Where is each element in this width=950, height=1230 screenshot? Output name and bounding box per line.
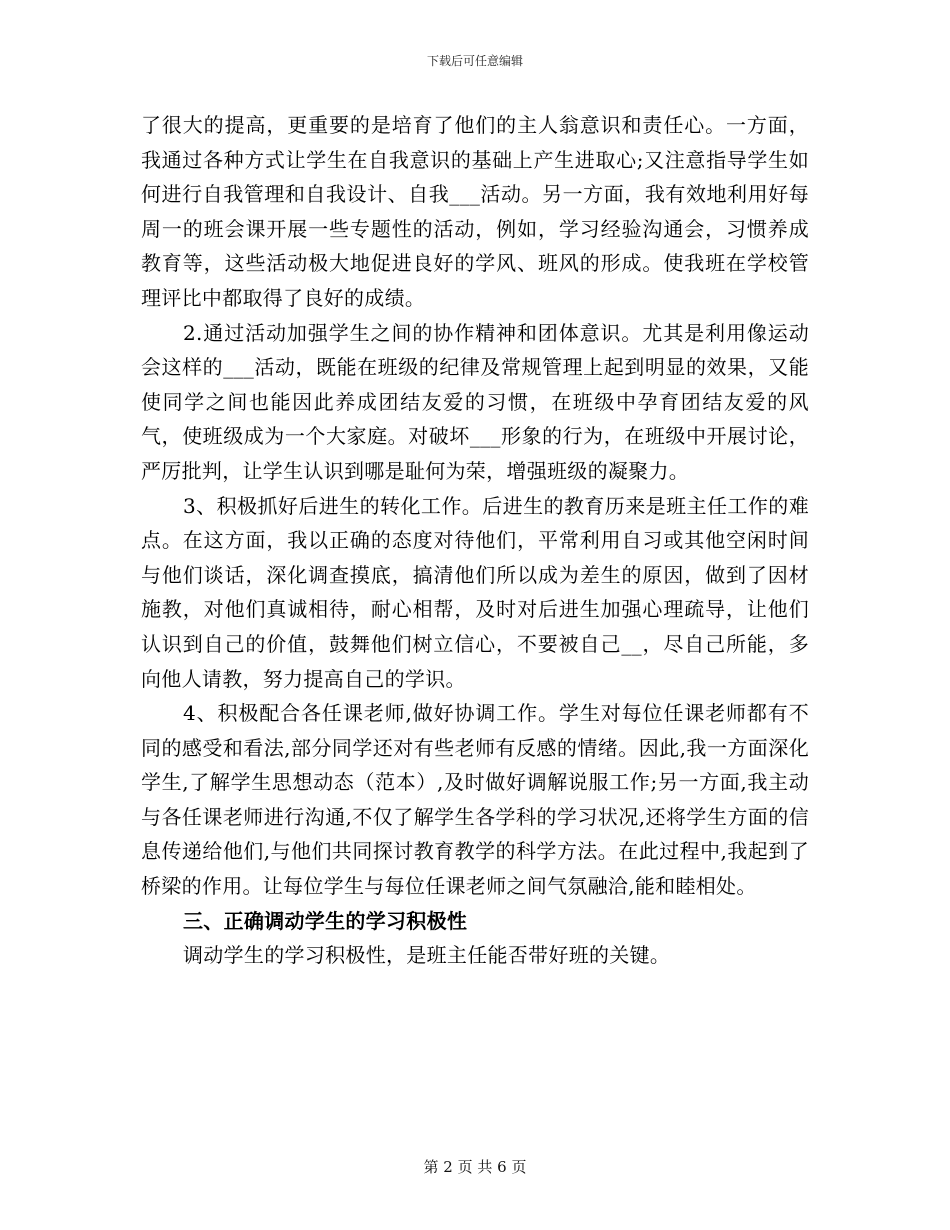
- paragraph-item-3: 3、积极抓好后进生的转化工作。后进生的教育历来是班主任工作的难点。在这方面，我以正确的态度对待他们，平常利用自习或其他空闲时间与他们谈话，深化调查摸底，搞清他们所以成为差生的原因，做到了因材施教，对他们真诚相待，耐心相帮，及时对后进生加强心理疏导，让他们认识到自己的价值，鼓舞他们树立信心，不要被自己__，尽自己所能，多向他人请教，努力提高自己的学识。: [141, 493, 809, 691]
- section-heading: 三、正确调动学生的学习积极性: [183, 908, 468, 933]
- paragraph-item-2: 2.通过活动加强学生之间的协作精神和团体意识。尤其是利用像运动会这样的___活动，既能在班级的纪律及常规管理上起到明显的效果，又能使同学之间也能因此养成团结友爱的习惯，在班级中孕育团结友爱的风气，使班级成为一个大家庭。对破坏___形象的行为，在班级中开展讨论，严厉批判，让学生认识到哪是耻何为荣，增强班级的凝聚力。: [141, 320, 809, 483]
- paragraph-section-intro: 调动学生的学习积极性，是班主任能否带好班的关键。: [183, 943, 671, 968]
- page-footer: 第 2 页 共 6 页: [423, 1158, 527, 1176]
- paragraph-item-4: 4、积极配合各任课老师,做好协调工作。学生对每位任课老师都有不同的感受和看法,部分同学还对有些老师有反感的情绪。因此,我一方面深化学生,了解学生思想动态（范本）,及时做好调解说服工作;另一方面,我主动与各任课老师进行沟通,不仅了解学生各学科的学习状况,还将学生方面的信息传递给他们,与他们共同探讨教育教学的科学方法。在此过程中,我起到了桥梁的作用。让每位学生与每位任课老师之间气氛融洽,能和睦相处。: [141, 701, 809, 899]
- document-body: [141, 108, 809, 973]
- paragraph-continued: 了很大的提高，更重要的是培育了他们的主人翁意识和责任心。一方面，我通过各种方式让学生在自我意识的基础上产生进取心;又注意指导学生如何进行自我管理和自我设计、自我___活动。另一方面，我有效地利用好每周一的班会课开展一些专题性的活动，例如，学习经验沟通会，习惯养成教育等，这些活动极大地促进良好的学风、班风的形成。使我班在学校管理评比中都取得了良好的成绩。: [141, 113, 809, 310]
- page-header: 下载后可任意编辑: [426, 54, 523, 68]
